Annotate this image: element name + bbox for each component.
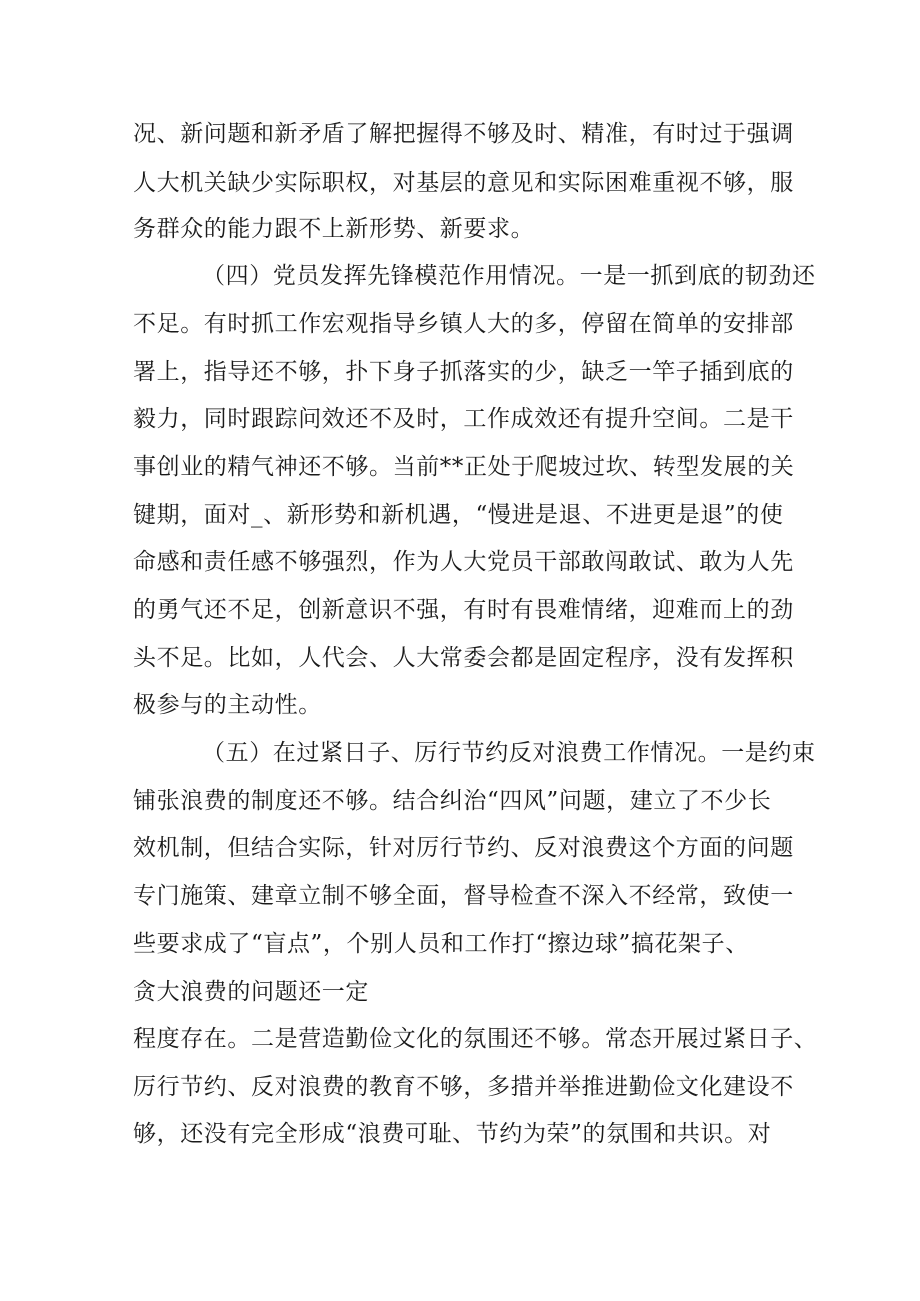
text-line: 够，还没有完全形成“浪费可耻、节约为荣”的氛围和共识。对 bbox=[133, 1121, 772, 1147]
text-line: 铺张浪费的制度还不够。结合纠治“四风”问题，建立了不少长 bbox=[133, 788, 772, 814]
text-line: 人大机关缺少实际职权，对基层的意见和实际困难重视不够，服 bbox=[133, 170, 794, 196]
text-line: 程度存在。二是营造勤俭文化的氛围还不够。常态开展过紧日子、 bbox=[133, 1026, 818, 1052]
text-line: 厉行节约、反对浪费的教育不够，多措并举推进勤俭文化建设不 bbox=[133, 1074, 794, 1100]
text-line: 不足。有时抓工作宏观指导乡镇人大的多，停留在简单的安排部 bbox=[133, 311, 794, 337]
section-heading-5: （五）在过紧日子、厉行节约反对浪费工作情况。一是约束 bbox=[202, 740, 816, 766]
text-line: 贪大浪费的问题还一定 bbox=[133, 979, 369, 1005]
text-line: 况、新问题和新矛盾了解把握得不够及时、精准，有时过于强调 bbox=[133, 121, 794, 147]
text-line: 极参与的主动性。 bbox=[133, 692, 322, 718]
text-line: 键期，面对_、新形势和新机遇，“慢进是退、不进更是退”的使 bbox=[133, 502, 784, 528]
text-line: 毅力，同时跟踪问效还不及时，工作成效还有提升空间。二是干 bbox=[133, 406, 794, 432]
text-line: 头不足。比如，人代会、人大常委会都是固定程序，没有发挥积 bbox=[133, 645, 794, 671]
text-line: 的勇气还不足，创新意识不强，有时有畏难情绪，迎难而上的劲 bbox=[133, 597, 794, 623]
section-heading-4: （四）党员发挥先锋模范作用情况。一是一抓到底的韧劲还 bbox=[202, 263, 816, 289]
text-line: 务群众的能力跟不上新形势、新要求。 bbox=[133, 216, 535, 242]
text-line: 专门施策、建章立制不够全面，督导检查不深入不经常，致使一 bbox=[133, 883, 794, 909]
text-line: 事创业的精气神还不够。当前**正处于爬坡过坎、转型发展的关 bbox=[133, 454, 795, 480]
text-line: 署上，指导还不够，扑下身子抓落实的少，缺乏一竿子插到底的 bbox=[133, 359, 794, 385]
text-line: 效机制，但结合实际，针对厉行节约、反对浪费这个方面的问题 bbox=[133, 835, 794, 861]
text-line: 些要求成了“盲点”，个别人员和工作打“擦边球”搞花架子、 bbox=[133, 931, 749, 957]
text-line: 命感和责任感不够强烈，作为人大党员干部敢闯敢试、敢为人先 bbox=[133, 549, 794, 575]
